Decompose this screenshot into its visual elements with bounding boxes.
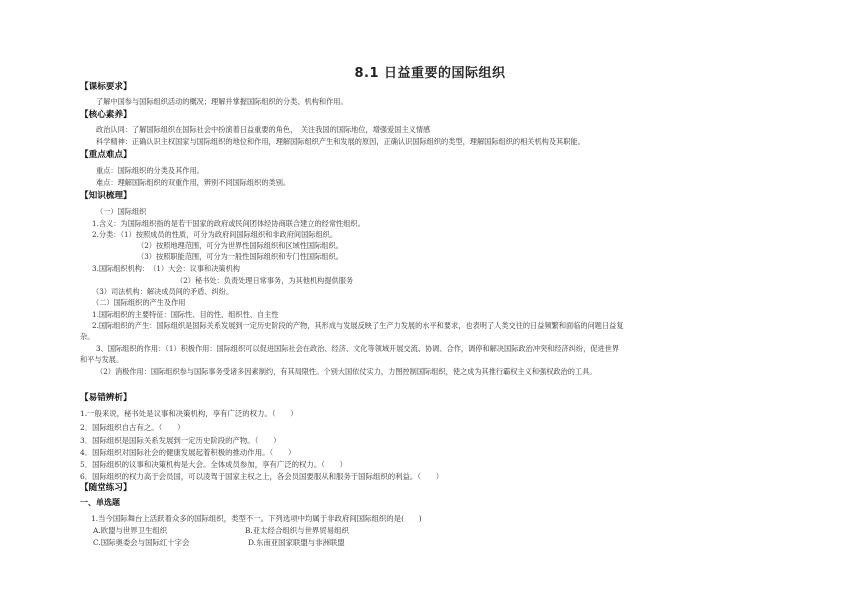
page-title: 8.1 日益重要的国际组织 [354, 66, 506, 81]
knowledge-line: （3）司法机构：解决成员间的矛盾、纠纷。 [92, 287, 234, 296]
knowledge-line: 和平与发展。 [80, 355, 124, 364]
knowledge-line: 1.国际组织的主要特征：国际性、目的性、组织性、自主性 [92, 310, 279, 319]
literacy-line-1: 政治认同：了解国际组织在国际社会中扮演着日益重要的角色， 关注我国的国际地位，增强爱国主义情感 [96, 125, 431, 134]
option-d: D.东南亚国家联盟与非洲联盟 [248, 538, 345, 547]
knowledge-line: 1.含义：为国际组织指的是若干国家的政府或民间团体经协商联合建立的经常性组织。 [92, 219, 365, 228]
literacy-line-2: 科学精神：正确认识主权国家与国际组织的地位和作用，理解国际组织产生和发展的原因，正确认识国际组织的类型，理解国际组织的相关机构及其职能。 [96, 137, 585, 146]
section-heading-knowledge: 【知识梳理】 [80, 191, 132, 201]
knowledge-line: （2）秘书处：负责处理日常事务，为其他机构提供服务 [176, 276, 354, 285]
knowledge-line: （3）按照职能范围，可分为一般性国际组织和专门性国际组织。 [137, 252, 343, 261]
section-heading-key-points: 【重点难点】 [80, 150, 132, 160]
error-item: 3．国际组织是国际关系发展到一定历史阶段的产物。（ ） [80, 436, 281, 445]
section-heading-literacy: 【核心素养】 [80, 110, 132, 120]
question-stem: 1.当今国际舞台上活跃着众多的国际组织，类型不一。下列选项中均属于非政府间国际组织的是( ) [91, 514, 422, 523]
section-heading-practice: 【随堂练习】 [80, 483, 132, 493]
knowledge-line: （2）消极作用：国际组织参与国际事务受诸多因素制约，有其局限性。个别大国依仗实力，力图控制国际组织，使之成为其推行霸权主义和强权政治的工具。 [96, 367, 597, 376]
knowledge-line: （2）按照地理范围，可分为世界性国际组织和区域性国际组织。 [137, 241, 343, 250]
knowledge-line: 3、国际组织的作用：（1）积极作用：国际组织可以促进国际社会在政治、经济、文化等领域开展交流、协调、合作，调停和解决国际政治冲突和经济纠纷，促进世界 [96, 344, 620, 353]
option-a: A.欧盟与世界卫生组织 [93, 526, 168, 535]
error-item: 1.一般来说，秘书处是议事和决策机构，享有广泛的权力。（ ） [80, 409, 298, 418]
error-item: 2．国际组织自古有之。（ ） [80, 423, 185, 432]
option-c: C.国际奥委会与国际红十字会 [93, 538, 190, 547]
single-choice-heading: 一、单选题 [80, 498, 120, 507]
section-heading-curriculum: 【课标要求】 [80, 82, 132, 92]
option-b: B.亚太经合组织与世界贸易组织 [245, 526, 349, 535]
key-point-line: 重点：国际组织的分类及其作用。 [96, 166, 204, 175]
knowledge-line: 3.国际组织机构： （1）大会：议事和决策机构 [92, 264, 240, 273]
knowledge-line: （二）国际组织的产生及作用 [92, 298, 186, 307]
curriculum-text: 了解中国参与国际组织活动的概况；理解并掌握国际组织的分类、机构和作用。 [96, 97, 348, 106]
knowledge-line: 杂。 [80, 332, 95, 341]
error-item: 4．国际组织对国际社会的健康发展起着积极的推动作用。（ ） [80, 448, 296, 457]
error-item: 6．国际组织的权力高于会员国，可以凌驾于国家主权之上，各会员国要服从和服务于国际组织的利益。（ ） [80, 472, 444, 481]
error-item: 5．国际组织的议事和决策机构是大会。全体成员参加，享有广泛的权力。（ ） [80, 460, 348, 469]
section-heading-errors: 【易错辨析】 [80, 393, 132, 403]
knowledge-line: 2.分类：（1）按照成员的性质，可分为政府间国际组织和非政府间国际组织。 [92, 230, 338, 239]
difficult-point-line: 难点：理解国际组织的双重作用，辨别不同国际组织的类别。 [96, 178, 291, 187]
knowledge-line: （一）国际组织 [96, 207, 147, 216]
knowledge-line: 2.国际组织的产生：国际组织是国际关系发展到一定历史阶段的产物，其形成与发展反映了生产力发展的水平和要求，也表明了人类交往的日益频繁和面临的问题日益复 [92, 321, 624, 330]
